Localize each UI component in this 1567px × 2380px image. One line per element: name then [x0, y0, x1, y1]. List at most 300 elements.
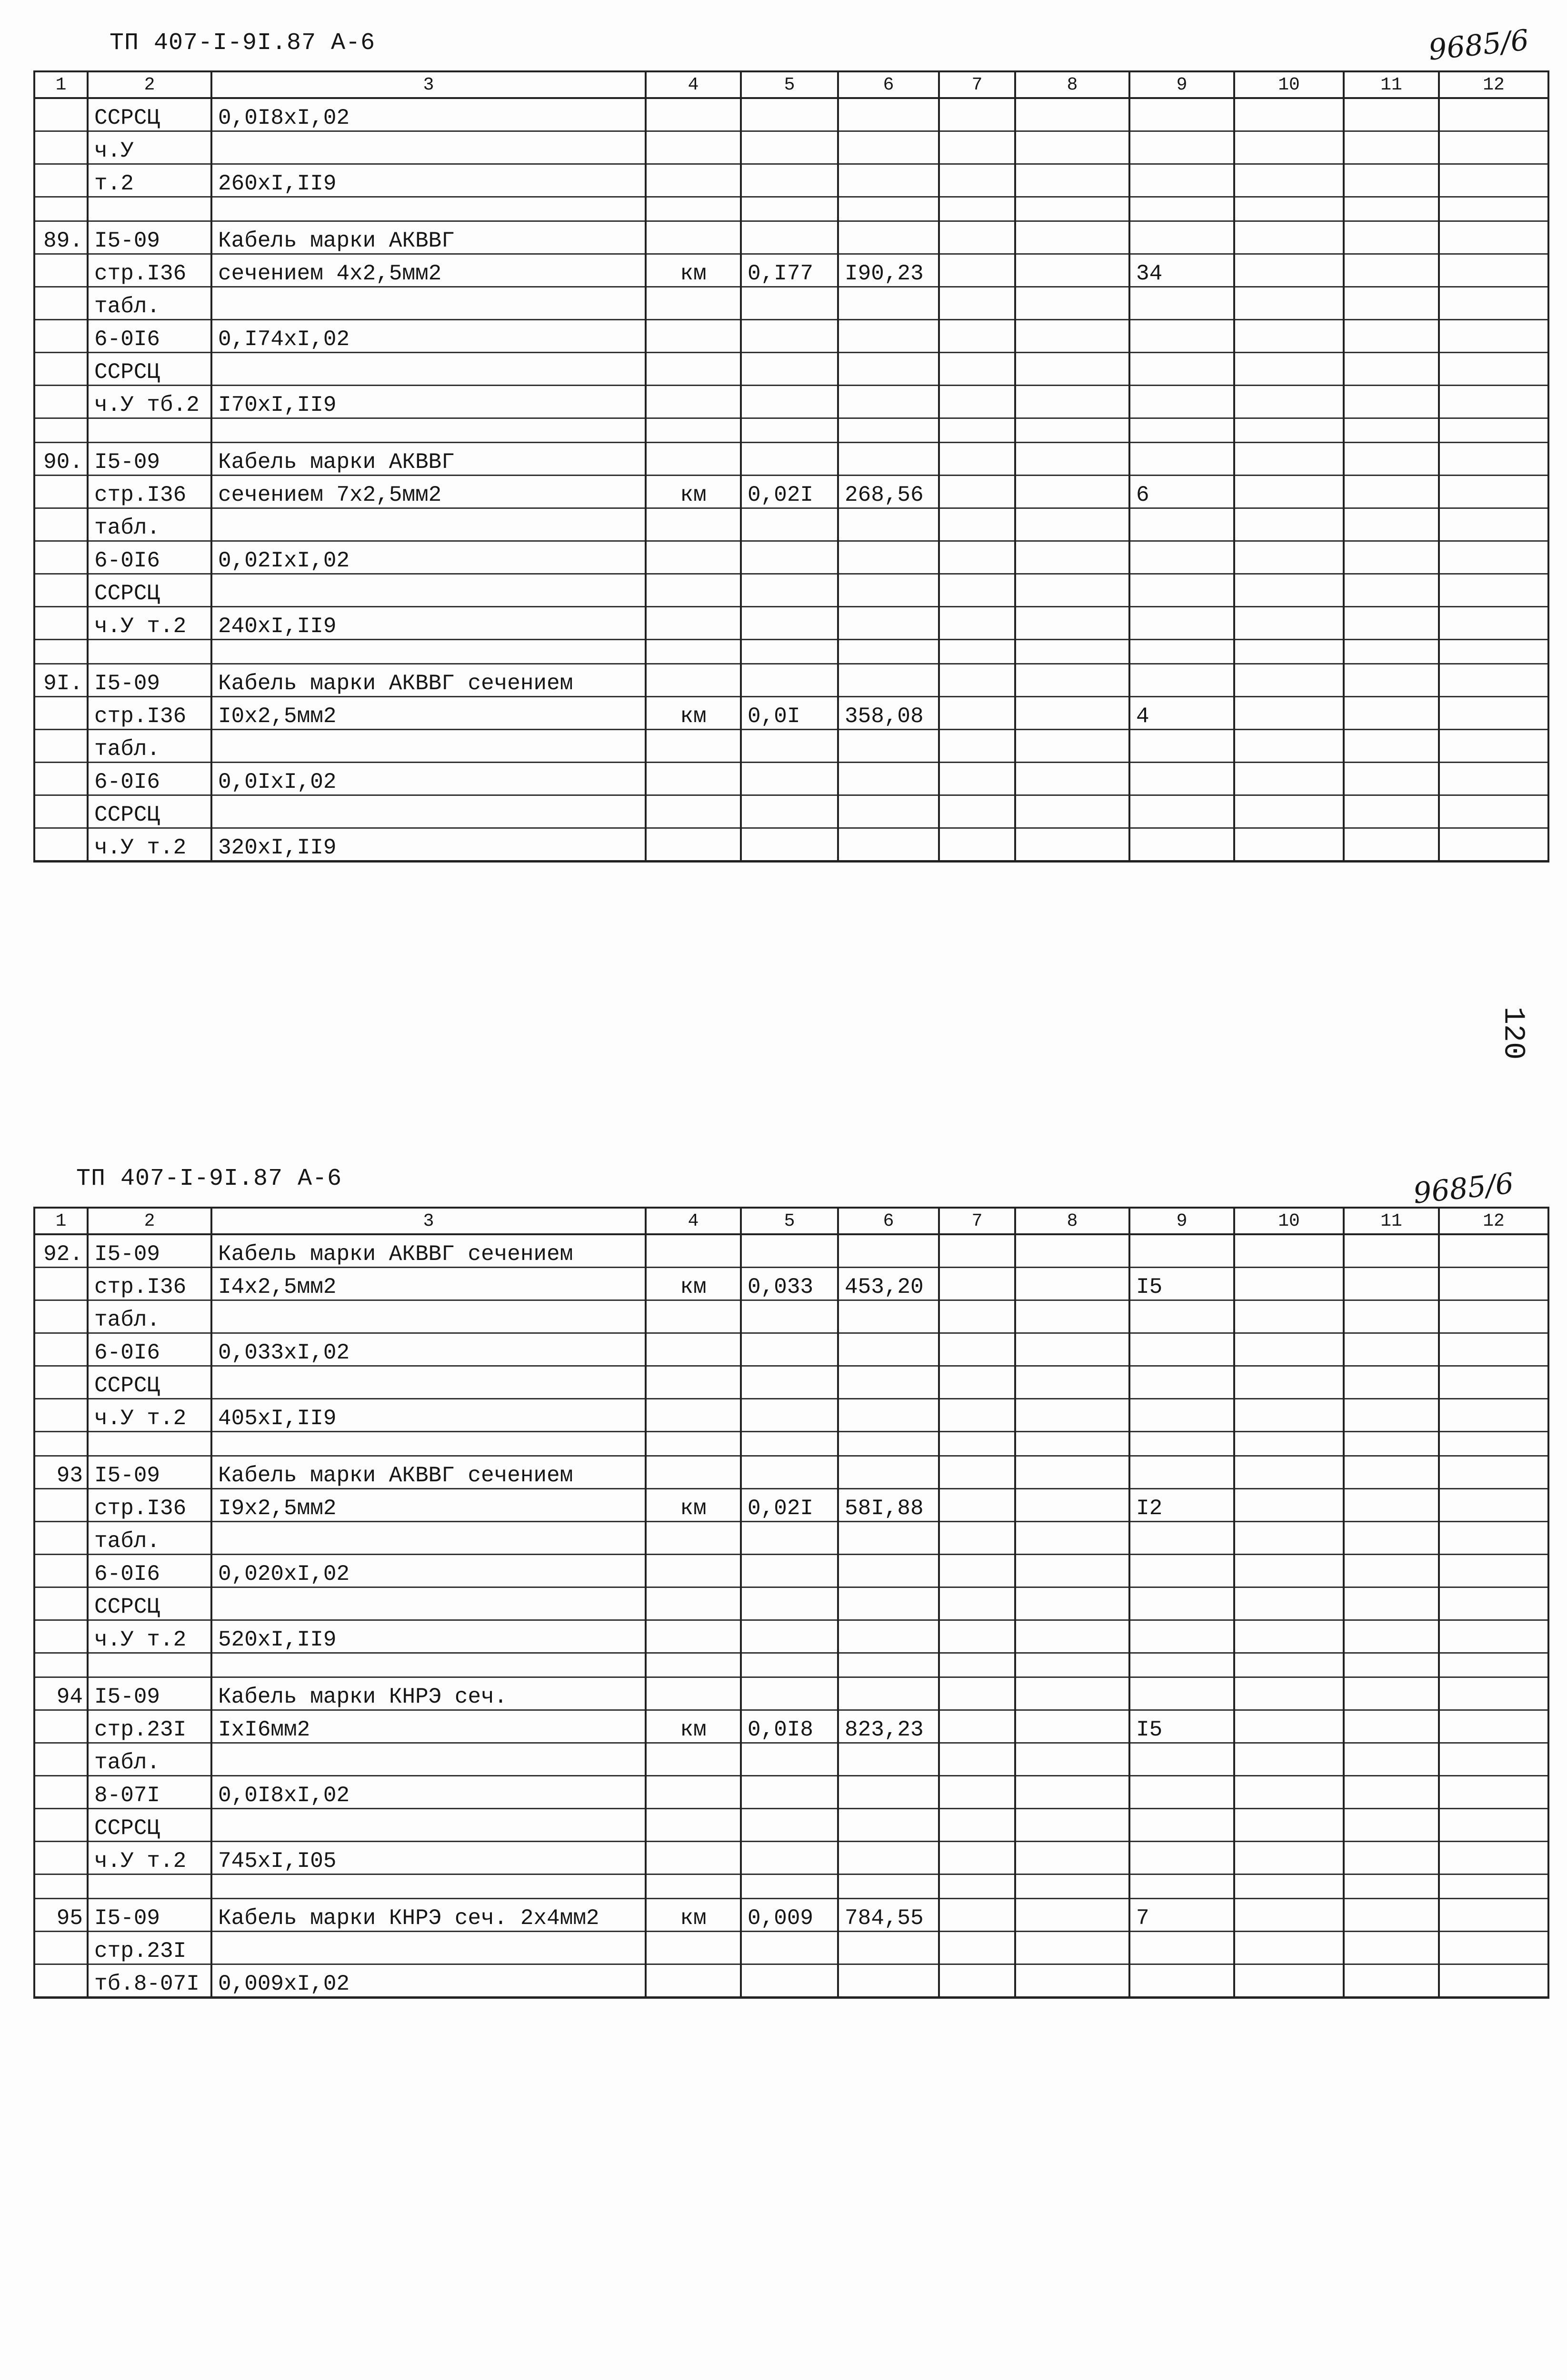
unit	[646, 1653, 741, 1677]
total	[1129, 386, 1234, 418]
table-row	[34, 664, 1548, 697]
cell-col12	[1439, 1899, 1548, 1932]
total	[1129, 221, 1234, 254]
cell-col11	[1344, 386, 1439, 418]
column-number-11: 11	[1344, 1208, 1439, 1234]
cell-col10	[1234, 98, 1344, 131]
description	[211, 1809, 646, 1842]
quantity	[741, 386, 838, 418]
description: 520xI,II9	[211, 1620, 646, 1653]
quantity: 0,0I	[741, 697, 838, 730]
unit: км	[646, 1899, 741, 1932]
cell-col10	[1234, 1432, 1344, 1456]
item-number	[34, 763, 88, 795]
unit-price: 784,55	[838, 1899, 939, 1932]
reference-code: ч.У т.2	[88, 1399, 211, 1432]
item-number	[34, 1842, 88, 1874]
item-number	[34, 164, 88, 197]
cell-col8	[1015, 1234, 1129, 1268]
unit-price	[838, 418, 939, 443]
cell-col11	[1344, 131, 1439, 164]
unit-price	[838, 98, 939, 131]
description: 745xI,I05	[211, 1842, 646, 1874]
cell-col10	[1234, 1743, 1344, 1776]
inventory-number: 9685/6	[1427, 23, 1531, 67]
item-number	[34, 1743, 88, 1776]
description	[211, 508, 646, 541]
column-number-11: 11	[1344, 71, 1439, 98]
quantity	[741, 730, 838, 763]
cell-col10	[1234, 1234, 1344, 1268]
column-number-6: 6	[838, 1208, 939, 1234]
cell-col7	[939, 1432, 1015, 1456]
cell-col11	[1344, 1456, 1439, 1489]
description: Кабель марки КНРЭ сеч. 2x4мм2	[211, 1899, 646, 1932]
cell-col12	[1439, 1489, 1548, 1522]
cell-col7	[939, 1776, 1015, 1809]
document-code: ТП 407-I-9I.87 А-6	[76, 1165, 342, 1192]
unit	[646, 197, 741, 221]
cell-col8	[1015, 1399, 1129, 1432]
total	[1129, 1522, 1234, 1555]
unit-price	[838, 1333, 939, 1366]
quantity	[741, 763, 838, 795]
cell-col7	[939, 1399, 1015, 1432]
cell-col11	[1344, 98, 1439, 131]
cell-col12	[1439, 1620, 1548, 1653]
reference-code	[88, 197, 211, 221]
total	[1129, 287, 1234, 320]
cell-col11	[1344, 664, 1439, 697]
cell-col12	[1439, 131, 1548, 164]
unit	[646, 1522, 741, 1555]
cell-col7	[939, 1366, 1015, 1399]
unit-price	[838, 287, 939, 320]
reference-code: ССРСЦ	[88, 574, 211, 607]
table-row	[34, 1399, 1548, 1432]
cell-col12	[1439, 197, 1548, 221]
unit	[646, 1620, 741, 1653]
cell-col8	[1015, 1620, 1129, 1653]
unit-price	[838, 1399, 939, 1432]
cell-col11	[1344, 443, 1439, 476]
cell-col8	[1015, 386, 1129, 418]
table-row	[34, 1932, 1548, 1964]
quantity	[741, 1587, 838, 1620]
unit	[646, 1874, 741, 1899]
cell-col11	[1344, 574, 1439, 607]
total	[1129, 541, 1234, 574]
total	[1129, 1456, 1234, 1489]
description	[211, 730, 646, 763]
description: 0,033xI,02	[211, 1333, 646, 1366]
description: 320xI,II9	[211, 828, 646, 862]
cell-col10	[1234, 1489, 1344, 1522]
description	[211, 1522, 646, 1555]
reference-code: ССРСЦ	[88, 353, 211, 386]
cell-col10	[1234, 640, 1344, 664]
unit-price	[838, 1677, 939, 1710]
unit-price	[838, 1366, 939, 1399]
column-number-12: 12	[1439, 1208, 1548, 1234]
unit-price	[838, 795, 939, 828]
column-number-3: 3	[211, 1208, 646, 1234]
cell-col10	[1234, 1899, 1344, 1932]
total	[1129, 443, 1234, 476]
reference-code: ч.У т.2	[88, 1842, 211, 1874]
reference-code: I5-09	[88, 1677, 211, 1710]
quantity	[741, 1964, 838, 1998]
total: I5	[1129, 1268, 1234, 1300]
cell-col10	[1234, 1874, 1344, 1899]
unit	[646, 131, 741, 164]
cell-col8	[1015, 418, 1129, 443]
description: 240xI,II9	[211, 607, 646, 640]
unit	[646, 664, 741, 697]
description	[211, 1587, 646, 1620]
cell-col11	[1344, 1743, 1439, 1776]
quantity	[741, 1653, 838, 1677]
reference-code: I5-09	[88, 221, 211, 254]
reference-code: ч.У	[88, 131, 211, 164]
total	[1129, 763, 1234, 795]
cell-col10	[1234, 730, 1344, 763]
cell-col7	[939, 1489, 1015, 1522]
unit	[646, 1555, 741, 1587]
cell-col7	[939, 607, 1015, 640]
unit	[646, 1432, 741, 1456]
unit-price	[838, 763, 939, 795]
cell-col7	[939, 1842, 1015, 1874]
cell-col11	[1344, 1522, 1439, 1555]
inventory-number: 9685/6	[1411, 1167, 1516, 1210]
cell-col12	[1439, 795, 1548, 828]
description	[211, 1432, 646, 1456]
quantity	[741, 353, 838, 386]
description	[211, 197, 646, 221]
unit	[646, 828, 741, 862]
description	[211, 1300, 646, 1333]
column-number-10: 10	[1234, 71, 1344, 98]
unit	[646, 1399, 741, 1432]
unit-price: 58I,88	[838, 1489, 939, 1522]
description: 0,02IxI,02	[211, 541, 646, 574]
reference-code: 6-0I6	[88, 320, 211, 353]
cell-col8	[1015, 607, 1129, 640]
item-number	[34, 1489, 88, 1522]
table-row	[34, 221, 1548, 254]
cell-col12	[1439, 418, 1548, 443]
unit: км	[646, 1710, 741, 1743]
table-row	[34, 1743, 1548, 1776]
quantity	[741, 1620, 838, 1653]
unit	[646, 418, 741, 443]
unit	[646, 730, 741, 763]
description: 405xI,II9	[211, 1399, 646, 1432]
description: I4x2,5мм2	[211, 1268, 646, 1300]
total	[1129, 1809, 1234, 1842]
cell-col12	[1439, 98, 1548, 131]
item-number: 92.	[34, 1234, 88, 1268]
cell-col10	[1234, 418, 1344, 443]
total: 6	[1129, 476, 1234, 508]
cell-col11	[1344, 1399, 1439, 1432]
unit-price	[838, 574, 939, 607]
cell-col12	[1439, 763, 1548, 795]
total: I5	[1129, 1710, 1234, 1743]
cell-col10	[1234, 574, 1344, 607]
column-number-8: 8	[1015, 71, 1129, 98]
estimate-table	[33, 1207, 1549, 1999]
unit-price	[838, 386, 939, 418]
description	[211, 353, 646, 386]
total	[1129, 730, 1234, 763]
cell-col8	[1015, 1776, 1129, 1809]
total	[1129, 1300, 1234, 1333]
cell-col8	[1015, 1964, 1129, 1998]
cell-col11	[1344, 1300, 1439, 1333]
quantity	[741, 221, 838, 254]
cell-col12	[1439, 1555, 1548, 1587]
unit	[646, 1234, 741, 1268]
quantity	[741, 508, 838, 541]
cell-col10	[1234, 1268, 1344, 1300]
quantity	[741, 131, 838, 164]
page-number: 120	[1496, 1006, 1530, 1060]
unit-price	[838, 1776, 939, 1809]
table-row	[34, 197, 1548, 221]
table-row	[34, 1587, 1548, 1620]
table-row	[34, 1432, 1548, 1456]
reference-code	[88, 418, 211, 443]
cell-col8	[1015, 1366, 1129, 1399]
document-code: ТП 407-I-9I.87 А-6	[110, 30, 376, 57]
cell-col12	[1439, 1809, 1548, 1842]
cell-col10	[1234, 197, 1344, 221]
cell-col8	[1015, 1932, 1129, 1964]
item-number: 9I.	[34, 664, 88, 697]
unit	[646, 98, 741, 131]
reference-code: I5-09	[88, 1234, 211, 1268]
description	[211, 131, 646, 164]
table-row	[34, 763, 1548, 795]
table-row	[34, 1653, 1548, 1677]
cell-col8	[1015, 1587, 1129, 1620]
quantity	[741, 1432, 838, 1456]
table-row	[34, 131, 1548, 164]
cell-col8	[1015, 1456, 1129, 1489]
cell-col7	[939, 1300, 1015, 1333]
cell-col8	[1015, 1743, 1129, 1776]
item-number	[34, 476, 88, 508]
item-number: 93	[34, 1456, 88, 1489]
unit	[646, 508, 741, 541]
item-number	[34, 1710, 88, 1743]
reference-code: I5-09	[88, 443, 211, 476]
description	[211, 1743, 646, 1776]
cell-col11	[1344, 1587, 1439, 1620]
table-row	[34, 1489, 1548, 1522]
cell-col11	[1344, 1776, 1439, 1809]
cell-col10	[1234, 1677, 1344, 1710]
cell-col11	[1344, 254, 1439, 287]
cell-col10	[1234, 1300, 1344, 1333]
description	[211, 1874, 646, 1899]
unit	[646, 287, 741, 320]
item-number	[34, 640, 88, 664]
quantity	[741, 1555, 838, 1587]
cell-col11	[1344, 1555, 1439, 1587]
table-row	[34, 1522, 1548, 1555]
cell-col7	[939, 320, 1015, 353]
column-number-6: 6	[838, 71, 939, 98]
item-number	[34, 197, 88, 221]
description: 0,I74xI,02	[211, 320, 646, 353]
quantity: 0,009	[741, 1899, 838, 1932]
column-number-7: 7	[939, 71, 1015, 98]
cell-col8	[1015, 828, 1129, 862]
cell-col8	[1015, 164, 1129, 197]
item-number	[34, 541, 88, 574]
item-number	[34, 1653, 88, 1677]
cell-col8	[1015, 1653, 1129, 1677]
quantity	[741, 1456, 838, 1489]
unit: км	[646, 1489, 741, 1522]
total	[1129, 1432, 1234, 1456]
total	[1129, 1874, 1234, 1899]
column-number-9: 9	[1129, 71, 1234, 98]
cell-col11	[1344, 1932, 1439, 1964]
cell-col8	[1015, 254, 1129, 287]
column-number-row	[34, 71, 1548, 98]
cell-col7	[939, 1268, 1015, 1300]
cell-col8	[1015, 574, 1129, 607]
cell-col10	[1234, 287, 1344, 320]
unit	[646, 640, 741, 664]
table-row	[34, 1555, 1548, 1587]
cell-col12	[1439, 541, 1548, 574]
description: 0,0I8xI,02	[211, 1776, 646, 1809]
column-number-4: 4	[646, 71, 741, 98]
table-row	[34, 1842, 1548, 1874]
cell-col12	[1439, 164, 1548, 197]
item-number	[34, 1620, 88, 1653]
description: сечением 4x2,5мм2	[211, 254, 646, 287]
cell-col12	[1439, 508, 1548, 541]
total: 7	[1129, 1899, 1234, 1932]
cell-col7	[939, 443, 1015, 476]
unit	[646, 1842, 741, 1874]
table-row	[34, 1620, 1548, 1653]
description	[211, 574, 646, 607]
total	[1129, 1653, 1234, 1677]
cell-col7	[939, 287, 1015, 320]
cell-col7	[939, 1677, 1015, 1710]
cell-col11	[1344, 1710, 1439, 1743]
item-number	[34, 1587, 88, 1620]
cell-col8	[1015, 730, 1129, 763]
unit-price	[838, 164, 939, 197]
cell-col7	[939, 828, 1015, 862]
cell-col11	[1344, 763, 1439, 795]
cell-col10	[1234, 1587, 1344, 1620]
unit	[646, 221, 741, 254]
cell-col11	[1344, 640, 1439, 664]
quantity	[741, 164, 838, 197]
description: 260xI,II9	[211, 164, 646, 197]
cell-col12	[1439, 287, 1548, 320]
cell-col10	[1234, 1522, 1344, 1555]
reference-code: стр.I36	[88, 1489, 211, 1522]
quantity	[741, 574, 838, 607]
cell-col12	[1439, 574, 1548, 607]
cell-col7	[939, 1555, 1015, 1587]
table-row	[34, 1809, 1548, 1842]
unit	[646, 1300, 741, 1333]
unit: км	[646, 254, 741, 287]
unit-price: 358,08	[838, 697, 939, 730]
table-row	[34, 607, 1548, 640]
cell-col8	[1015, 1489, 1129, 1522]
table-row	[34, 254, 1548, 287]
quantity	[741, 1399, 838, 1432]
cell-col8	[1015, 640, 1129, 664]
cell-col11	[1344, 697, 1439, 730]
item-number: 95	[34, 1899, 88, 1932]
table-row	[34, 828, 1548, 862]
unit-price	[838, 1587, 939, 1620]
cell-col11	[1344, 795, 1439, 828]
total	[1129, 574, 1234, 607]
cell-col11	[1344, 1366, 1439, 1399]
cell-col12	[1439, 1456, 1548, 1489]
reference-code: ч.У т.2	[88, 828, 211, 862]
unit	[646, 1743, 741, 1776]
cell-col8	[1015, 1432, 1129, 1456]
description	[211, 287, 646, 320]
column-number-2: 2	[88, 71, 211, 98]
cell-col8	[1015, 320, 1129, 353]
column-number-10: 10	[1234, 1208, 1344, 1234]
quantity	[741, 1366, 838, 1399]
table-row	[34, 541, 1548, 574]
reference-code: ССРСЦ	[88, 1587, 211, 1620]
unit-price	[838, 607, 939, 640]
cell-col12	[1439, 1333, 1548, 1366]
reference-code: стр.I36	[88, 476, 211, 508]
unit	[646, 386, 741, 418]
total	[1129, 164, 1234, 197]
cell-col12	[1439, 607, 1548, 640]
cell-col7	[939, 1743, 1015, 1776]
table-row	[34, 1776, 1548, 1809]
unit-price	[838, 508, 939, 541]
item-number	[34, 828, 88, 862]
cell-col7	[939, 386, 1015, 418]
quantity	[741, 1677, 838, 1710]
total	[1129, 418, 1234, 443]
unit: км	[646, 1268, 741, 1300]
unit-price	[838, 1555, 939, 1587]
cell-col10	[1234, 508, 1344, 541]
item-number	[34, 730, 88, 763]
quantity	[741, 795, 838, 828]
reference-code: 8-07I	[88, 1776, 211, 1809]
item-number	[34, 1300, 88, 1333]
total	[1129, 1842, 1234, 1874]
cell-col12	[1439, 1677, 1548, 1710]
cell-col11	[1344, 353, 1439, 386]
